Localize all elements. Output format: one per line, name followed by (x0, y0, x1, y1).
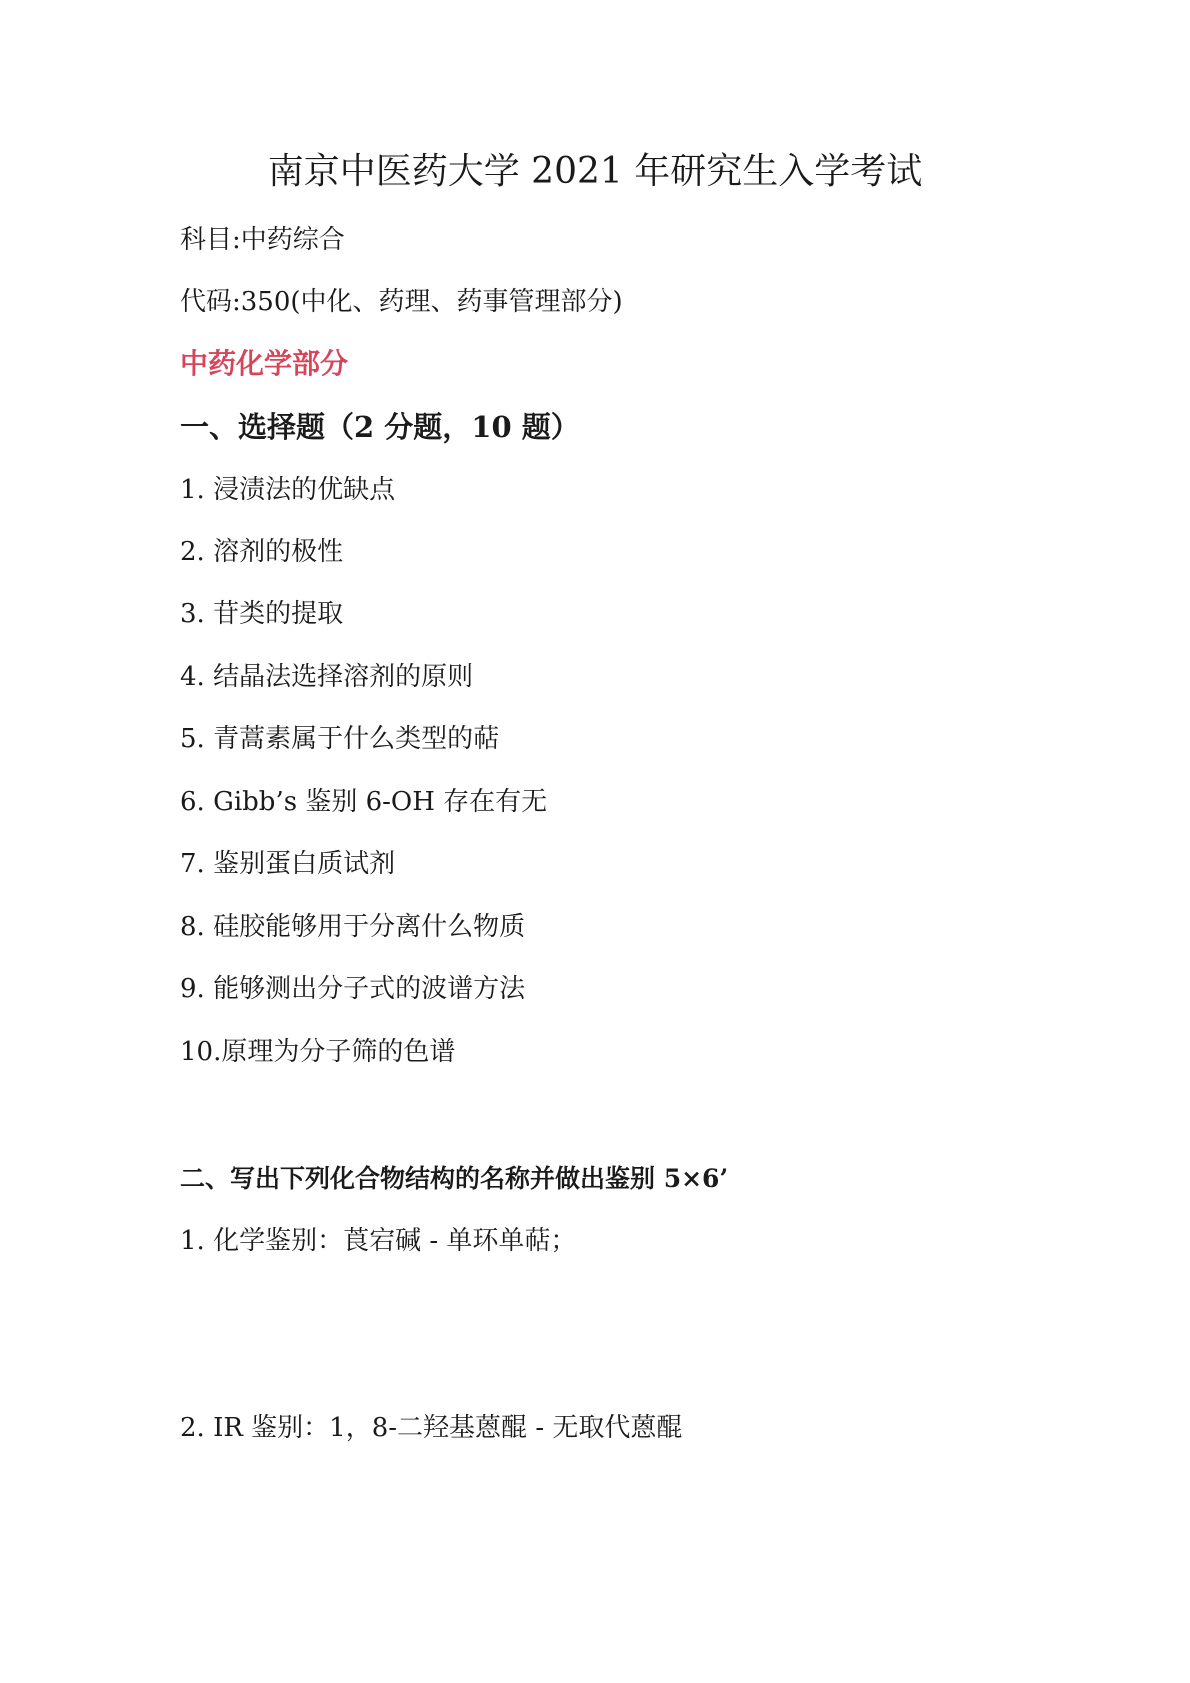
list-item: 6. Gibb’s 鉴别 6-OH 存在有无 (180, 787, 548, 817)
list-item: 4. 结晶法选择溶剂的原则 (180, 662, 474, 692)
list-item: 9. 能够测出分子式的波谱方法 (180, 974, 526, 1004)
list-item: 2. IR 鉴别：1，8-二羟基蒽醌 - 无取代蒽醌 (180, 1413, 683, 1443)
list-item: 1. 浸渍法的优缺点 (180, 475, 396, 505)
list-item: 3. 苷类的提取 (180, 599, 344, 629)
part2-heading: 二、写出下列化合物结构的名称并做出鉴别 5×6’ (180, 1164, 729, 1193)
list-item: 1. 化学鉴别：莨宕碱 - 单环单萜； (180, 1226, 577, 1256)
list-item: 5. 青蒿素属于什么类型的萜 (180, 724, 500, 754)
subject-line: 科目:中药综合 (180, 225, 345, 255)
list-item: 7. 鉴别蛋白质试剂 (180, 849, 396, 879)
list-item: 10.原理为分子筛的色谱 (180, 1037, 456, 1067)
list-item: 2. 溶剂的极性 (180, 537, 344, 567)
page-title: 南京中医药大学 2021 年研究生入学考试 (267, 151, 923, 192)
list-item: 8. 硅胶能够用于分离什么物质 (180, 912, 526, 942)
section-title: 中药化学部分 (180, 347, 349, 380)
part1-heading: 一、选择题（2 分题，10 题） (180, 410, 580, 444)
code-line: 代码:350(中化、药理、药事管理部分) (180, 287, 623, 317)
